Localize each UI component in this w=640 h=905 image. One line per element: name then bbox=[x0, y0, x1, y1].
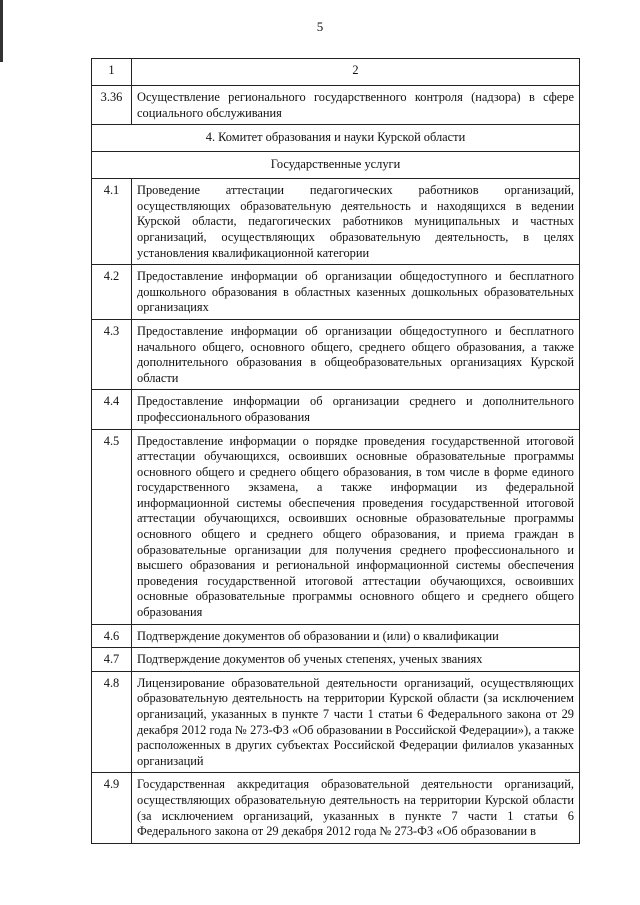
row-number: 4.8 bbox=[92, 671, 132, 773]
row-text: Подтверждение документов об образовании и (или) о квалификации bbox=[132, 624, 580, 648]
table-header-row bbox=[92, 59, 580, 86]
row-number: 4.9 bbox=[92, 773, 132, 843]
services-table bbox=[91, 58, 580, 844]
row-number: 4.2 bbox=[92, 265, 132, 320]
row-text: Предоставление информации о порядке проведения государственной итоговой аттестации обучающихся, освоивших основные образовательные программы основного общего и среднего общего образования, в том числе в форме единого государственного экзамена, а также информации из федеральной информационной системы обеспечения проведения государственной итоговой аттестации обучающихся, освоивших основные образовательные программы основного общего и среднего общего образования, и приема граждан в образовательные организации для получения среднего профессионального и высшего образования и региональной информационной системы обеспечения проведения государственной итоговой аттестации обучающихся, освоивших основные образовательные программы основного общего и среднего общего образования bbox=[132, 429, 580, 624]
row-number: 3.36 bbox=[92, 86, 132, 125]
row-text: Предоставление информации об организации общедоступного и бесплатного дошкольного образования в областных казенных дошкольных образовательных организациях bbox=[132, 265, 580, 320]
row-number: 4.3 bbox=[92, 319, 132, 389]
section-title: 4. Комитет образования и науки Курской области bbox=[92, 125, 580, 152]
row-text: Предоставление информации об организации общедоступного и бесплатного начального общего, основного общего, среднего общего образования, а также дополнительного образования в общеобразовательных организациях Курской области bbox=[132, 319, 580, 389]
row-number: 4.1 bbox=[92, 179, 132, 265]
header-col-number: 1 bbox=[92, 59, 132, 86]
row-text: Лицензирование образовательной деятельности организаций, осуществляющих образовательную деятельность на территории Курской области (за исключением организаций, указанных в пункте 7 части 1 статьи 6 Федерального закона от 29 декабря 2012 года № 273-ФЗ «Об образовании в Российской Федерации»), а также расположенных в других субъектах Российской Федерации филиалов указанных организаций bbox=[132, 671, 580, 773]
header-col-text: 2 bbox=[132, 59, 580, 86]
table-row bbox=[92, 86, 580, 125]
row-number: 4.5 bbox=[92, 429, 132, 624]
row-text: Подтверждение документов об ученых степенях, ученых званиях bbox=[132, 648, 580, 672]
page-number: 5 bbox=[316, 19, 324, 34]
table-row bbox=[92, 319, 580, 389]
row-number: 4.6 bbox=[92, 624, 132, 648]
subsection-title: Государственные услуги bbox=[92, 152, 580, 179]
subsection-title-row bbox=[92, 152, 580, 179]
row-text: Государственная аккредитация образовательной деятельности организаций, осуществляющих образовательную деятельность на территории Курской области (за исключением организаций, указанных в пункте 7 части 1 статьи 6 Федерального закона от 29 декабря 2012 года № 273-ФЗ «Об образовании в bbox=[132, 773, 580, 843]
row-number: 4.4 bbox=[92, 390, 132, 429]
table-row bbox=[92, 671, 580, 773]
section-title-row bbox=[92, 125, 580, 152]
table-row bbox=[92, 648, 580, 672]
table-row bbox=[92, 390, 580, 429]
table-row bbox=[92, 179, 580, 265]
table-row bbox=[92, 265, 580, 320]
table-row bbox=[92, 773, 580, 843]
table-row bbox=[92, 624, 580, 648]
row-text: Проведение аттестации педагогических работников организаций, осуществляющих образовательную деятельность и находящихся в ведении Курской области, педагогических работников муниципальных и частных организаций, осуществляющих образовательную деятельность, в целях установления квалификационной категории bbox=[132, 179, 580, 265]
row-number: 4.7 bbox=[92, 648, 132, 672]
row-text: Предоставление информации об организации среднего и дополнительного профессионального образования bbox=[132, 390, 580, 429]
row-text: Осуществление регионального государственного контроля (надзора) в сфере социального обслуживания bbox=[132, 86, 580, 125]
table-row bbox=[92, 429, 580, 624]
